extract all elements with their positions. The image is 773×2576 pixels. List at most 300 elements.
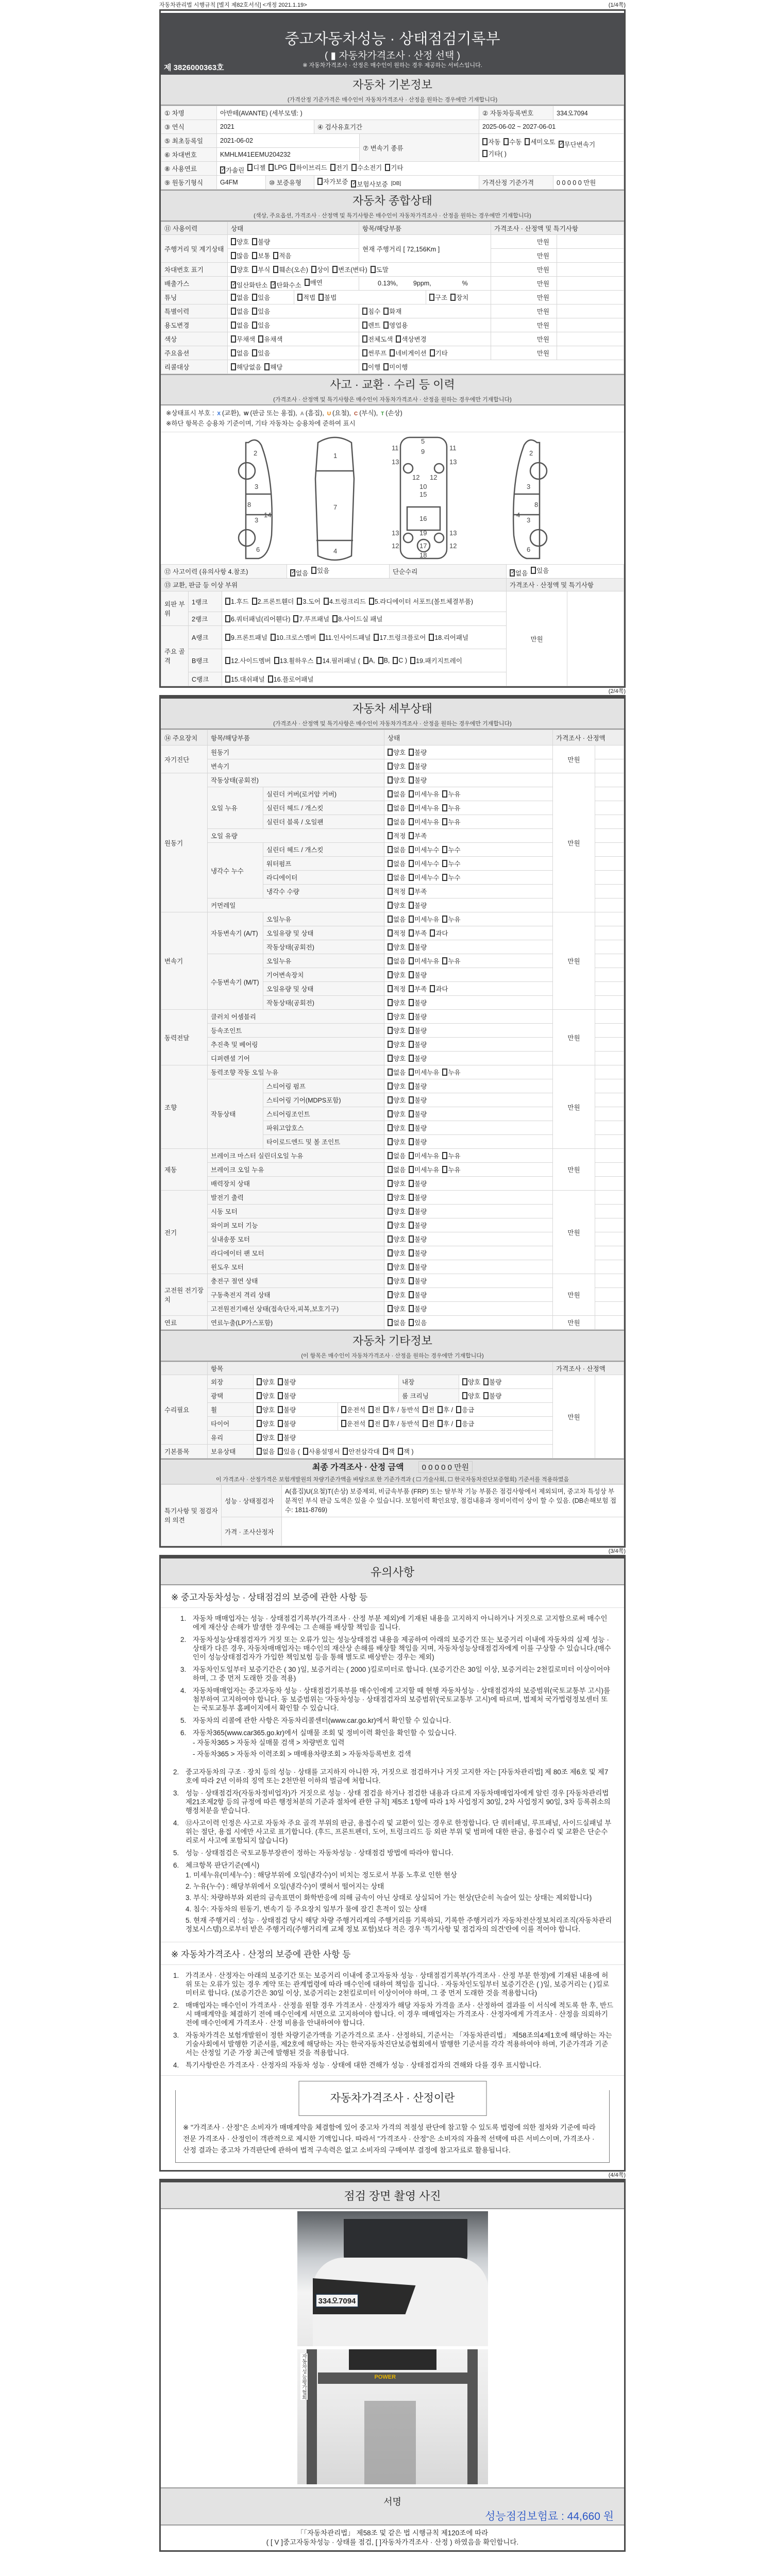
empty-box-icon: [368, 1406, 374, 1413]
checkbox-양호[interactable]: [388, 1109, 406, 1118]
checkbox-미세누유[interactable]: [409, 1151, 439, 1160]
checkbox-양호[interactable]: [388, 1276, 406, 1285]
checkbox-적정[interactable]: [388, 984, 406, 993]
checkbox-양호[interactable]: [388, 1012, 406, 1021]
checkbox-전[interactable]: [368, 1419, 380, 1428]
checkbox-보험사보증[interactable]: [351, 179, 388, 189]
item-label: 작동상태(공회전): [208, 773, 384, 787]
checkbox-적정[interactable]: [388, 887, 406, 896]
checkbox-3.도어[interactable]: [297, 597, 321, 606]
checkbox-기타[interactable]: [430, 348, 448, 358]
checkbox-양호[interactable]: [388, 970, 406, 979]
checkbox-label: 미세누유: [414, 916, 440, 923]
checkbox-미세누유[interactable]: [409, 1165, 439, 1174]
checkbox-양호[interactable]: [388, 1221, 406, 1230]
checkbox-양호[interactable]: [462, 1377, 480, 1386]
checkbox-불량[interactable]: [409, 901, 427, 910]
checkbox-불량[interactable]: [409, 1026, 427, 1035]
empty-box-icon: [383, 308, 389, 315]
empty-box-icon: [343, 1448, 348, 1455]
checkbox-유채색[interactable]: [258, 334, 282, 344]
checkbox-양호[interactable]: [257, 1433, 275, 1442]
page-3: (3/4쪽) 유의사항 ※ 중고자동차성능 · 상태점검의 보증에 관한 사항 등 1. 자동차 매매업자는 성능 · 상태점검기록부(가격조사 · 산정 부분 제외)에 기재된 내용을 고지하지 아니하거나 거짓으로 고지함으로써 매수인에게 재산상 손해가 발생한 경우에는 그 손해를 배상할 책임을 집니다. 2. 자동차성능상태점검자가 거짓 또는 오류가 있는 성능상태점검 내용을 제공하여 아래의 보증기간 또는 보증거리 이내에 자동차의 실제 성능 · 상태가 다른 경우, 자동차매매업자는 매수인의 재산상 손해를 배상할 책임을 지며, 자동차성능상태점검자에게 이를 구상할 수 있습니다.(매수인이 성능상태점검자가 가입한 책임보험 등을 통해 별도로 배상받는 경우는 제외) 3. 자동차인도일부터 보증기간은 ( 30 )일, 보증거리는 ( 2000 )킬로미터로 합니다. (보증기간은 30일 이상, 보증거리는 2천킬로미터 이상이어야 하며, 그 중 먼저 도래한 것을 적용) 4. 자동차매매업자는 중고자동차 성능 · 상태점검기록부를 매수인에게 고지할 때 현행 자동차성능 · 상태점검자의 보증범위(국토교통부 고시)를 첨부하여 고지하여야 합니다. 동 보증범위는 '자동차성능 · 상태점검자의 보증범위'(국토교통부 고시)에 따르며, 법제처 국가법령정보센터 또는 국토교통부 홈페이지에서 확인할 수 있습니다. 5. 자동차의 리콜에 관한 사항은 자동차리콜센터(www.car.go.kr)에서 확인할 수 있습니다. 6. 자동차365(www.car365.go.kr)에서 실매물 조회 및 정비이력 확인을 확인할 수 있습니다. - 자동차365 > 자동차 실매물 검색 > 차량번호 입력 - 자동차365 > 자동차 이력조회 > 매매용차량조회 > 자동차등록번호 검색 2. 중고자동차의 구조 · 장치 등의 성능 · 상태를 고지하지 아니한 자, 거짓으로 점검하거나 거짓 고지한 자는 [자동차관리법] 제 80조 제6호 및 제7호에 따라 2년 이하의 징역 또는 2천만원 이하의 벌금에 처합니다. 3. 성능 · 상태점검자(자동차정비업자)가 거짓으로 성능 · 상태 점검을 하거나 점검한 내용과 다르게 자동차매매업자에게 알린 경우 [자동차관리법 제21조제2항 등의 규정에 따른 행정처분의 기준과 절차에 관한 규칙] 제5조 1항에 따라 1차 사업정지 30일, 2차 사업정지 90일, 3차 등록취소의 행정처분을 받습니다. 4. ⑫사고이력 인정은 사고로 자동차 주요 골격 부위의 판금, 용접수리 및 교환이 있는 경우로 한정합니다. 단 쿼터패널, 루프패널, 사이드실패널 부위는 절단, 용접 시에만 사고로 표기합니다. (후드, 프론트펜더, 도어, 트렁크리드 등 외판 부위 및 범퍼에 대한 판금, 용접수리 및 교환은 단순수리로서 사고에 포함되지 않습니다) 5. 성능 · 상태점검은 국토교통부장관이 정하는 자동차성능 · 상태점검 방법에 따라야 합니다. 6. 체크항목 판단기준(예시) 1. 미세누유(미세누수) : 해당부위에 오일(냉각수)이 비치는 정도로서 부품 노후로 인한 현상 2. 누유(누수) : 해당부위에서 오일(냉각수)이 맺혀서 떨어지는 상태 3. 부식: 차량하부와 외판의 금속표면이 화학반응에 의해 금속이 아닌 상태로 상실되어 가는 현상(단순히 녹슬어 있는 상태는 제외합니다) 4. 침수: 자동차의 원동기, 변속기 등 주요장치 일부가 물에 잠긴 흔적이 있는 상태 5. 현재 주행거리 : 성능 · 상태점검 당시 해당 차량 주행거리계의 주행거리를 기록하되, 기록한 주행거리가 자동차전산정보처리조직(자동차관리정보시스템)으로부터 받은 주행거리(주행거리계 교체 정보 포함)보다 적은 경우 '특기사항 및 점검자의 의견'란에 이를 적어야 합니다. ※ 자동차가격조사 · 산정의 보증에 관한 사항 등 1. 가격조사 · 산정자는 아래의 보증기간 또는 보증거리 이내에 중고자동차 성능 · 상태점검기록부(가격조사 · 산정 부분 한정)에 기재된 내용에 허위 또는 오류가 있는 경우 계약 또는 관계법령에 따라 매수인에 대하여 책임을 집니다. · 자동차인도일부터 보증기간은 ( )일, 보증거리는 ( )킬로미터로 합니다. (보증기간은 30일 이상, 보증거리는 2천킬로미터 이상이어야 하며, 그 중 먼저 도래한 것을 적용합니다) 2. 매매업자는 매수인이 가격조사 · 산정을 원할 경우 가격조사 · 산정자가 해당 자동차 가격을 조사 · 산정하여 결과를 이 서식에 적도록 한 후, 반드시 매매계약을 체결하기 전에 매수인에게 서면으로 고지하여야 합니다. 이 경우 매매업자는 가격조사 · 산정자에게 가격조사 · 산정을 의뢰하기 전에 매수인에게 가격조사 · 산정 비용을 안내하여야 합니다. 3. 자동차가격은 보험개발원이 정한 차량기준가액을 기준가격으로 조사 · 산정하되, 기준서는 「자동차관리법」 제58조의4제1호에 해당하는 자는 기술사회에서 발행한 기준서를, 제2호에 해당하는 자는 한국자동차진단보증협회에서 발행한 기준서를 각각 적용하여야 하며, 기준가격과 기준서는 산정일 기준 가장 최근에 발행된 것을 적용합니다. 4. 특기사항란은 가격조사 · 산정자의 자동차 성능 · 상태에 대한 견해가 성능 · 상태점검자의 견해와 다를 경우 표시합니다. 자동차가격조사 · 산정이란 ※ "가격조사 · 산정"은 소비자가 매매계약을 체결함에 있어 중고차 가격의 적절성 판단에 참고할 수 있도록 법령에 의한 절차와 기준에 따라 전문 가격조사 · 산정인이 객관적으로 제시한 기액입니다. 따라서 "가격조사 · 산정"은 소비자의 자율적 선택에 따른 서비스이며, 가격조사 · 산정 결과는 중고차 가격판단에 관하여 법적 구속력은 없고 소비자의 구매여부 결정에 참고자료로 활용됩니다.: [159, 1548, 626, 2172]
empty-box-icon: [388, 1110, 393, 1117]
checkbox-없음[interactable]: [388, 859, 406, 868]
checkbox-1.후드[interactable]: [225, 597, 249, 606]
notice-item: [171, 1819, 614, 1845]
checkbox-이행[interactable]: [362, 362, 380, 371]
checkbox-label: 양호: [393, 1124, 406, 1132]
checkbox-후-/[interactable]: [438, 1419, 453, 1428]
checkbox-불량[interactable]: [409, 1304, 427, 1313]
empty-box-icon: [409, 971, 414, 978]
notice-item: [171, 1789, 614, 1815]
checkbox-누유[interactable]: [442, 1151, 460, 1160]
price-note: [595, 1052, 624, 1065]
checkbox-렌트[interactable]: [362, 320, 380, 330]
checkbox-label: 부족: [414, 832, 427, 840]
checkbox-양호[interactable]: [231, 237, 249, 246]
checkbox-양호[interactable]: [388, 1290, 406, 1299]
checkbox-18.리어패널[interactable]: [429, 633, 468, 642]
checkbox-C-)[interactable]: [393, 657, 407, 664]
checkbox-19.패키지트레이[interactable]: [410, 656, 462, 665]
empty-box-icon: [409, 916, 414, 923]
checkbox-15.대쉬패널[interactable]: [225, 674, 265, 684]
checkbox-2.프론트휀더[interactable]: [252, 597, 294, 606]
checkbox-양호[interactable]: [388, 1262, 406, 1272]
checkbox-없음[interactable]: [231, 293, 249, 302]
empty-box-icon: [409, 804, 414, 811]
checkbox-불량[interactable]: [409, 748, 427, 757]
notice-content: ※ 중고자동차성능 · 상태점검의 보증에 관한 사항 등 1. 자동차 매매업자는 성능 · 상태점검기록부(가격조사 · 산정 부분 제외)에 기재된 내용을 고지하지 아니하거나 거짓으로 고지함으로써 매수인에게 재산상 손해가 발생한 경우에는 그 손해를 배상할 책임을 집니다. 2. 자동차성능상태점검자가 거짓 또는 오류가 있는 성능상태점검 내용을 제공하여 아래의 보증기간 또는 보증거리 이내에 자동차의 실제 성능 · 상태가 다른 경우, 자동차매매업자는 매수인의 재산상 손해를 배상할 책임을 지며, 자동차성능상태점검자에게 이를 구상할 수 있습니다.(매수인이 성능상태점검자가 가입한 책임보험 등을 통해 별도로 배상받는 경우는 제외) 3. 자동차인도일부터 보증기간은 ( 30 )일, 보증거리는 ( 2000 )킬로미터로 합니다. (보증기간은 30일 이상, 보증거리는 2천킬로미터 이상이어야 하며, 그 중 먼저 도래한 것을 적용) 4. 자동차매매업자는 중고자동차 성능 · 상태점검기록부를 매수인에게 고지할 때 현행 자동차성능 · 상태점검자의 보증범위(국토교통부 고시)를 첨부하여 고지하여야 합니다. 동 보증범위는 '자동차성능 · 상태점검자의 보증범위'(국토교통부 고시)에 따르며, 법제처 국가법령정보센터 또는 국토교통부 홈페이지에서 확인할 수 있습니다. 5. 자동차의 리콜에 관한 사항은 자동차리콜센터(www.car.go.kr)에서 확인할 수 있습니다. 6. 자동차365(www.car365.go.kr)에서 실매물 조회 및 정비이력 확인을 확인할 수 있습니다. - 자동차365 > 자동차 실매물 검색 > 차량번호 입력 - 자동차365 > 자동차 이력조회 > 매매용차량조회 > 자동차등록번호 검색 2. 중고자동차의 구조 · 장치 등의 성능 · 상태를 고지하지 아니한 자, 거짓으로 점검하거나 거짓 고지한 자는 [자동차관리법] 제 80조 제6호 및 제7호에 따라 2년 이하의 징역 또는 2천만원 이하의 벌금에 처합니다. 3. 성능 · 상태점검자(자동차정비업자)가 거짓으로 성능 · 상태 점검을 하거나 점검한 내용과 다르게 자동차매매업자에게 알린 경우 [자동차관리법 제21조제2항 등의 규정에 따른 행정처분의 기준과 절차에 관한 규칙] 제5조 1항에 따라 1차 사업정지 30일, 2차 사업정지 90일, 3차 등록취소의 행정처분을 받습니다. 4. ⑫사고이력 인정은 사고로 자동차 주요 골격 부위의 판금, 용접수리 및 교환이 있는 경우로 한정합니다. 단 쿼터패널, 루프패널, 사이드실패널 부위는 절단, 용접 시에만 사고로 표기합니다. (후드, 프론트펜더, 도어, 트렁크리드 등 외판 부위 및 범퍼에 대한 판금, 용접수리 및 교환은 단순수리로서 사고에 포함되지 않습니다) 5. 성능 · 상태점검은 국토교통부장관이 정하는 자동차성능 · 상태점검 방법에 따라야 합니다. 6. 체크항목 판단기준(예시) 1. 미세누유(미세누수) : 해당부위에 오일(냉각수)이 비치는 정도로서 부품 노후로 인한 현상 2. 누유(누수) : 해당부위에서 오일(냉각수)이 맺혀서 떨어지는 상태 3. 부식: 차량하부와 외판의 금속표면이 화학반응에 의해 금속이 아닌 상태로 상실되어 가는 현상(단순히 녹슬어 있는 상태는 제외합니다) 4. 침수: 자동차의 원동기, 변속기 등 주요장치 일부가 물에 잠긴 흔적이 있는 상태 5. 현재 주행거리 : 성능 · 상태점검 당시 해당 차량 주행거리계의 주행거리를 기록하되, 기록한 주행거리가 자동차전산정보처리조직(자동차관리정보시스템)으로부터 받은 주행거리(주행거리계 교체 정보 포함)보다 적은 경우 '특기사항 및 점검자의 의견'란에 이를 적어야 합니다. ※ 자동차가격조사 · 산정의 보증에 관한 사항 등 1. 가격조사 · 산정자는 아래의 보증기간 또는 보증거리 이내에 중고자동차 성능 · 상태점검기록부(가격조사 · 산정 부분 한정)에 기재된 내용에 허위 또는 오류가 있는 경우 계약 또는 관계법령에 따라 매수인에 대하여 책임을 집니다. · 자동차인도일부터 보증기간은 ( )일, 보증거리는 ( )킬로미터로 합니다. (보증기간은 30일 이상, 보증거리는 2천킬로미터 이상이어야 하며, 그 중 먼저 도래한 것을 적용합니다) 2. 매매업자는 매수인이 가격조사 · 산정을 원할 경우 가격조사 · 산정자가 해당 자동차 가격을 조사 · 산정하여 결과를 이 서식에 적도록 한 후, 반드시 매매계약을 체결하기 전에 매수인에게 서면으로 고지하여야 합니다. 이 경우 매매업자는 가격조사 · 산정자에게 가격조사 · 산정을 의뢰하기 전에 매수인에게 가격조사 · 산정 비용을 안내하여야 합니다. 3. 자동차가격은 보험개발원이 정한 차량기준가액을 기준가격으로 조사 · 산정하되, 기준서는 「자동차관리법」 제58조의4제1호에 해당하는 자는 기술사회에서 발행한 기준서를, 제2호에 해당하는 자는 한국자동차진단보증협회에서 발행한 기준서를 각각 적용하여야 하며, 기준가격과 기준서는 산정일 기준 가장 최근에 발행된 것을 적용합니다. 4. 특기사항란은 가격조사 · 산정자의 자동차 성능 · 상태에 대한 견해가 성능 · 상태점검자의 견해와 다를 경우 표시합니다.: [161, 1585, 624, 2075]
checkbox-양호[interactable]: [388, 761, 406, 771]
checkbox-자동[interactable]: [482, 137, 500, 146]
checkbox-불량[interactable]: [409, 1012, 427, 1021]
checkbox-label: 불량: [414, 749, 427, 756]
checkbox-양호[interactable]: [388, 942, 406, 952]
checkbox-양호[interactable]: [388, 1026, 406, 1035]
checkbox-색상변경[interactable]: [396, 334, 426, 344]
checkbox-B,[interactable]: [378, 657, 390, 664]
checkbox-전[interactable]: [423, 1419, 434, 1428]
checkbox-없음[interactable]: [388, 1165, 406, 1174]
checkbox-불량[interactable]: [409, 1109, 427, 1118]
checkbox-양호[interactable]: [388, 1123, 406, 1132]
checkbox-수동[interactable]: [503, 137, 522, 146]
checkbox-부족[interactable]: [409, 831, 427, 840]
checkbox-14.필러패널-([interactable]: [316, 656, 360, 665]
empty-box-icon: [388, 1235, 393, 1243]
checkbox-있음[interactable]: [252, 348, 270, 358]
checkbox-있음[interactable]: [531, 566, 549, 575]
checkbox-보통[interactable]: [252, 251, 270, 260]
checkbox-양호[interactable]: [388, 998, 406, 1007]
item-body: [186, 1971, 614, 1997]
inspector-opinion: A(흠집)U(요철)T(손상) 보증제외, 비금속부품 (FRP) 또는 탈부착 기능 부품은 점검사항에서 제외되며, 중고차 특성상 부분적인 부식 판금 도색은 있을 수 있습니다. 보험이력 확인요망, 점검내용과 정비이력이 상이 할 수 있음. (DB손해보험 접수: 1811-8769): [282, 1485, 624, 1517]
checkbox-label: 있음: [258, 321, 271, 329]
checkbox-불량[interactable]: [483, 1391, 501, 1400]
checkbox-label: 16.플로어패널: [273, 675, 314, 683]
checkbox-미세누수[interactable]: [409, 859, 439, 868]
checkbox-불량[interactable]: [409, 1179, 427, 1188]
empty-box-icon: [409, 1194, 414, 1201]
checkbox-불량[interactable]: [409, 998, 427, 1007]
checkbox-잭-)[interactable]: [398, 1447, 414, 1456]
checkbox-불량[interactable]: [252, 237, 270, 246]
checkbox-미세누유[interactable]: [409, 789, 439, 799]
checkbox-불량[interactable]: [409, 1137, 427, 1146]
checkbox-잭[interactable]: [383, 1447, 395, 1456]
empty-box-icon: [456, 1420, 461, 1427]
checkbox-8.사이드실-패널[interactable]: [332, 614, 382, 623]
checkbox-기타[interactable]: [385, 163, 403, 172]
checkbox-무채색[interactable]: [231, 334, 255, 344]
svg-text:4: 4: [516, 511, 520, 519]
empty-box-icon: [231, 349, 236, 357]
checkbox-양호[interactable]: [388, 1054, 406, 1063]
checkbox-미세누유[interactable]: [409, 803, 439, 812]
checkbox-label: 불량: [414, 1013, 427, 1021]
checkbox-미세누수[interactable]: [409, 845, 439, 854]
checkbox-불량[interactable]: [409, 1234, 427, 1244]
checkbox-있음[interactable]: [252, 307, 270, 316]
checkbox-label: 불량: [414, 1235, 427, 1243]
checkbox-양호[interactable]: [388, 1137, 406, 1146]
checkbox-수소전기[interactable]: [351, 163, 382, 172]
car-name: 아반떼(AVANTE) (세부모델: ): [217, 106, 479, 120]
checkbox-label: 없음: [393, 1152, 406, 1160]
empty-box-icon: [409, 860, 414, 867]
document: [159, 0, 626, 2552]
checkbox-누유[interactable]: [442, 956, 460, 965]
checkbox-양호[interactable]: [388, 901, 406, 910]
checkbox-없음[interactable]: [231, 348, 249, 358]
checkbox-누유[interactable]: [442, 817, 460, 826]
checkbox-양호[interactable]: [257, 1405, 275, 1414]
checkbox-후-/[interactable]: [438, 1405, 453, 1414]
checkbox-불량[interactable]: [409, 1207, 427, 1216]
checkbox-9.프론트패널[interactable]: [225, 633, 267, 642]
notice-list-3: [171, 1965, 614, 2075]
checkbox-불량[interactable]: [278, 1419, 296, 1428]
checkbox-미세누유[interactable]: [409, 817, 439, 826]
empty-box-icon: [388, 1152, 393, 1159]
checkbox-썬루프[interactable]: [362, 348, 386, 358]
checkbox-없음[interactable]: [231, 307, 249, 316]
checkbox-자가보증[interactable]: [317, 177, 348, 186]
checkbox-불량[interactable]: [409, 1054, 427, 1063]
checkbox-양호[interactable]: [388, 1248, 406, 1258]
checkbox-없음[interactable]: [388, 914, 406, 924]
empty-box-icon: [341, 1420, 346, 1427]
checkbox-사용설명서[interactable]: [303, 1447, 340, 1456]
checkbox-전체도색[interactable]: [362, 334, 393, 344]
checkbox-디젤[interactable]: [247, 163, 265, 172]
checkbox-양호[interactable]: [257, 1377, 275, 1386]
checkbox-없음[interactable]: [388, 956, 406, 965]
empty-box-icon: [362, 363, 367, 370]
checkbox-해당[interactable]: [264, 362, 282, 371]
checkbox-부족[interactable]: [409, 928, 427, 938]
checkbox-불량[interactable]: [278, 1391, 296, 1400]
checkbox-상이[interactable]: [311, 265, 329, 274]
empty-box-icon: [363, 657, 368, 664]
checkbox-누유[interactable]: [442, 1067, 460, 1077]
subitem-label: 스티어링 기어(MDPS포함): [263, 1093, 384, 1107]
subitem-label: 기어변속장치: [263, 968, 384, 982]
checkbox-16.플로어패널[interactable]: [268, 674, 314, 684]
signature-section: 서명 성능점검보험료 : 44,660 원: [161, 2487, 624, 2526]
notice-list-1: [171, 1608, 614, 1767]
checkbox-화재[interactable]: [383, 307, 401, 316]
checkbox-불량[interactable]: [278, 1377, 296, 1386]
page-4: (4/4쪽) 점검 장면 촬영 사진 334오7094 POWER 자동차성능평가협회 서명 성능점검보험료 : 44,660 원 「「자동차관리법」 제58조 및 같은 법 시행규칙 제120조에 따라 ( [ V ]중고자동차성능 · 상태를 점검, [ ]자동차가격조사 · 산정 ) 하였음을 확인합니다.: [159, 2172, 626, 2552]
checkbox-양호[interactable]: [388, 1095, 406, 1105]
checkbox-누유[interactable]: [442, 914, 460, 924]
checkbox-label: 누유: [448, 818, 461, 826]
checkbox-불량[interactable]: [409, 970, 427, 979]
checkbox-없음[interactable]: [388, 789, 406, 799]
checkbox-불량[interactable]: [409, 1193, 427, 1202]
checkbox-탄화수소[interactable]: [271, 280, 301, 290]
checkbox-기타(-)[interactable]: [482, 149, 507, 158]
empty-box-icon: [429, 634, 434, 641]
checkbox-불량[interactable]: [278, 1405, 296, 1414]
checkbox-누유[interactable]: [442, 803, 460, 812]
checkbox-label: 적법: [303, 294, 316, 301]
item-body: [193, 1716, 451, 1725]
checkbox-불량[interactable]: [409, 1262, 427, 1272]
state-options: [384, 1065, 553, 1079]
checkbox-양호[interactable]: [257, 1419, 275, 1428]
checkbox-해당없음[interactable]: [231, 362, 261, 371]
checkbox-5.라디에이터-서포트(볼트체결부품)[interactable]: [369, 597, 473, 606]
empty-box-icon: [385, 164, 390, 171]
subitem-label: 실린더 헤드 / 개스킷: [263, 843, 384, 857]
checkbox-LPG[interactable]: [268, 164, 287, 171]
checkbox-있음[interactable]: [409, 1318, 427, 1327]
checkbox-11.인사이드패널[interactable]: [320, 633, 371, 642]
checkbox-없음[interactable]: [388, 845, 406, 854]
checkbox-불량[interactable]: [409, 1123, 427, 1132]
item-text: 자동차의 리콜에 관한 사항은 자동차리콜센터(www.car.go.kr)에서 확인할 수 있습니다.: [193, 1717, 451, 1724]
checkbox-구조[interactable]: [429, 293, 447, 302]
checkbox-누수[interactable]: [442, 845, 460, 854]
checkbox-불량[interactable]: [409, 1290, 427, 1299]
checkbox-A,[interactable]: [363, 657, 375, 664]
checkbox-양호[interactable]: [231, 265, 249, 274]
checkbox-누수[interactable]: [442, 859, 460, 868]
item-number: 4.: [173, 1819, 179, 1827]
checkbox-미세누유[interactable]: [409, 1067, 439, 1077]
checkbox-후-/-동반석[interactable]: [383, 1405, 419, 1414]
checkbox-응급[interactable]: [456, 1419, 474, 1428]
checkbox-12.사이드멤버[interactable]: [225, 656, 271, 665]
checkbox-불량[interactable]: [409, 775, 427, 785]
checkbox-양호[interactable]: [388, 1193, 406, 1202]
checkbox-전[interactable]: [368, 1405, 380, 1414]
checkbox-양호[interactable]: [388, 1207, 406, 1216]
sub-item: 1. 미세누유(미세누수) : 해당부위에 오일(냉각수)이 비치는 정도로서 부품 노후로 인한 현상: [186, 1871, 457, 1879]
checkbox-7.루프패널[interactable]: [293, 614, 329, 623]
checkbox-전기[interactable]: [330, 163, 348, 172]
checkbox-label: 적정: [393, 985, 406, 993]
checkbox-없음[interactable]: [388, 1318, 406, 1327]
checkbox-일산화탄소[interactable]: [231, 280, 267, 290]
checkbox-침수[interactable]: [362, 307, 380, 316]
checkbox-없음[interactable]: [388, 1067, 406, 1077]
checkbox-불량[interactable]: [278, 1433, 296, 1442]
checkbox-label: B,: [383, 656, 390, 664]
item-label: 자동변속기 (A/T): [208, 912, 263, 954]
checkbox-없음[interactable]: [388, 817, 406, 826]
state-options: [384, 787, 553, 801]
checkbox-후-/-동반석[interactable]: [383, 1419, 419, 1428]
checkbox-매연[interactable]: [305, 278, 323, 287]
checkbox-불량[interactable]: [483, 1377, 501, 1386]
checkbox-미세누유[interactable]: [409, 914, 439, 924]
checkbox-양호[interactable]: [462, 1391, 480, 1400]
checkbox-적정[interactable]: [388, 831, 406, 840]
checkbox-없음[interactable]: [231, 320, 249, 330]
checkbox-양호[interactable]: [257, 1391, 275, 1400]
checkbox-미이행[interactable]: [383, 362, 408, 371]
checkbox-부식[interactable]: [252, 265, 270, 274]
checkbox-label: 후 / 동반석: [389, 1420, 420, 1428]
checkbox-응급[interactable]: [456, 1405, 474, 1414]
checkbox-양호[interactable]: [388, 1304, 406, 1313]
checkbox-운전석[interactable]: [341, 1405, 365, 1414]
checkbox-안전삼각대[interactable]: [343, 1447, 379, 1456]
checkbox-과다[interactable]: [430, 984, 448, 993]
state-options: [384, 1010, 553, 1024]
checkbox-부족[interactable]: [409, 887, 427, 896]
checkbox-있음-([interactable]: [278, 1447, 300, 1456]
checkbox-불량[interactable]: [409, 1248, 427, 1258]
checkbox-무단변속기[interactable]: [559, 140, 595, 149]
empty-box-icon: [409, 1055, 414, 1062]
checkbox-양호[interactable]: [388, 1040, 406, 1049]
checkbox-없음[interactable]: [388, 803, 406, 812]
empty-box-icon: [438, 1406, 443, 1413]
checkbox-label: 없음: [237, 321, 249, 329]
checkbox-누유[interactable]: [442, 789, 460, 799]
warranty-options: 자가보증 ✓ 보험사보증 [DB]: [314, 176, 479, 190]
checkbox-13.휠하우스[interactable]: [274, 656, 314, 665]
checkbox-불법[interactable]: [318, 293, 337, 302]
checkbox-미세누유[interactable]: [409, 956, 439, 965]
checkbox-양호[interactable]: [388, 1081, 406, 1091]
price-note: [595, 1191, 624, 1205]
checkbox-양호[interactable]: [388, 748, 406, 757]
checkbox-하이브리드[interactable]: [290, 163, 327, 172]
current-mileage: 현재 주행거리 [ 72,156Km ]: [359, 235, 491, 263]
checkbox-불량[interactable]: [409, 942, 427, 952]
price-note: [595, 982, 624, 996]
checkbox-양호[interactable]: [388, 775, 406, 785]
checkbox-불량[interactable]: [409, 1221, 427, 1230]
checkbox-label: 사용설명서: [308, 1448, 340, 1455]
checkbox-없음[interactable]: [510, 568, 528, 578]
empty-box-icon: [388, 957, 393, 964]
empty-box-icon: [388, 1222, 393, 1229]
checkbox-훼손(오손)[interactable]: [273, 265, 308, 274]
checkbox-6.쿼터패널(리어휀다)[interactable]: [225, 614, 290, 623]
checkbox-label: 없음: [393, 860, 406, 868]
checkbox-적음[interactable]: [273, 251, 291, 260]
checkbox-불량[interactable]: [409, 1095, 427, 1105]
checkbox-불량[interactable]: [409, 1081, 427, 1091]
checkbox-과다[interactable]: [430, 928, 448, 938]
checkbox-양호[interactable]: [388, 1234, 406, 1244]
notice-item: [171, 2061, 614, 2070]
checkbox-누수[interactable]: [442, 873, 460, 882]
checkbox-17.트렁크플로어[interactable]: [374, 633, 426, 642]
checkbox-없음[interactable]: [388, 873, 406, 882]
checkbox-label: 불량: [414, 1249, 427, 1257]
checkbox-label: 잭 ): [403, 1448, 414, 1455]
item-number: 2.: [180, 1636, 187, 1643]
appraisal-definition-title: 자동차가격조사 · 산정이란: [298, 2081, 486, 2116]
checkbox-네비게이션[interactable]: [390, 348, 426, 358]
checkbox-4.트렁크리드[interactable]: [324, 597, 366, 606]
checkbox-label: 해당: [270, 363, 283, 371]
price-unit: 만원: [553, 1274, 595, 1316]
empty-box-icon: [409, 1027, 414, 1034]
svg-text:11: 11: [449, 444, 456, 452]
checkbox-양호[interactable]: [388, 1179, 406, 1188]
checkbox-없음[interactable]: [257, 1447, 275, 1456]
notice-list-2: [171, 1767, 614, 1942]
empty-box-icon: [388, 762, 393, 770]
empty-box-icon: [409, 1319, 414, 1326]
checkbox-많음[interactable]: [231, 251, 249, 260]
checkbox-label: 보통: [258, 252, 271, 260]
checkbox-변조(변타)[interactable]: [332, 265, 367, 274]
checkbox-label: 부족: [414, 888, 427, 895]
checkbox-운전석[interactable]: [341, 1419, 365, 1428]
checkbox-불량[interactable]: [409, 1276, 427, 1285]
checkbox-누유[interactable]: [442, 1165, 460, 1174]
checkbox-도말[interactable]: [371, 265, 389, 274]
checkbox-적법[interactable]: [297, 293, 315, 302]
checkbox-있음[interactable]: [252, 320, 270, 330]
checkbox-있음[interactable]: [252, 293, 270, 302]
checkbox-가솔린[interactable]: [220, 165, 244, 175]
checkbox-미세누수[interactable]: [409, 873, 439, 882]
checkbox-불량[interactable]: [409, 1040, 427, 1049]
checkbox-장치[interactable]: [450, 293, 468, 302]
checkbox-전[interactable]: [423, 1405, 434, 1414]
checkbox-없음[interactable]: [290, 568, 308, 578]
detail-row: [161, 773, 624, 787]
checkbox-불량[interactable]: [409, 761, 427, 771]
checkbox-적정[interactable]: [388, 928, 406, 938]
checkbox-영업용[interactable]: [383, 320, 408, 330]
empty-box-icon: [278, 1420, 283, 1427]
empty-box-icon: [378, 657, 383, 664]
checkbox-세미오토[interactable]: [525, 137, 555, 146]
checkbox-없음[interactable]: [388, 1151, 406, 1160]
state-options: [384, 759, 553, 773]
checkbox-부족[interactable]: [409, 984, 427, 993]
sub-item: 2. 누유(누수) : 해당부위에서 오일(냉각수)이 맺혀서 떨어지는 상태: [186, 1883, 384, 1890]
checkbox-있음[interactable]: [311, 566, 329, 575]
price-unit: 만원: [553, 1316, 595, 1330]
checkbox-10.크로스멤버[interactable]: [271, 633, 316, 642]
group-label: 조향: [161, 1065, 208, 1149]
